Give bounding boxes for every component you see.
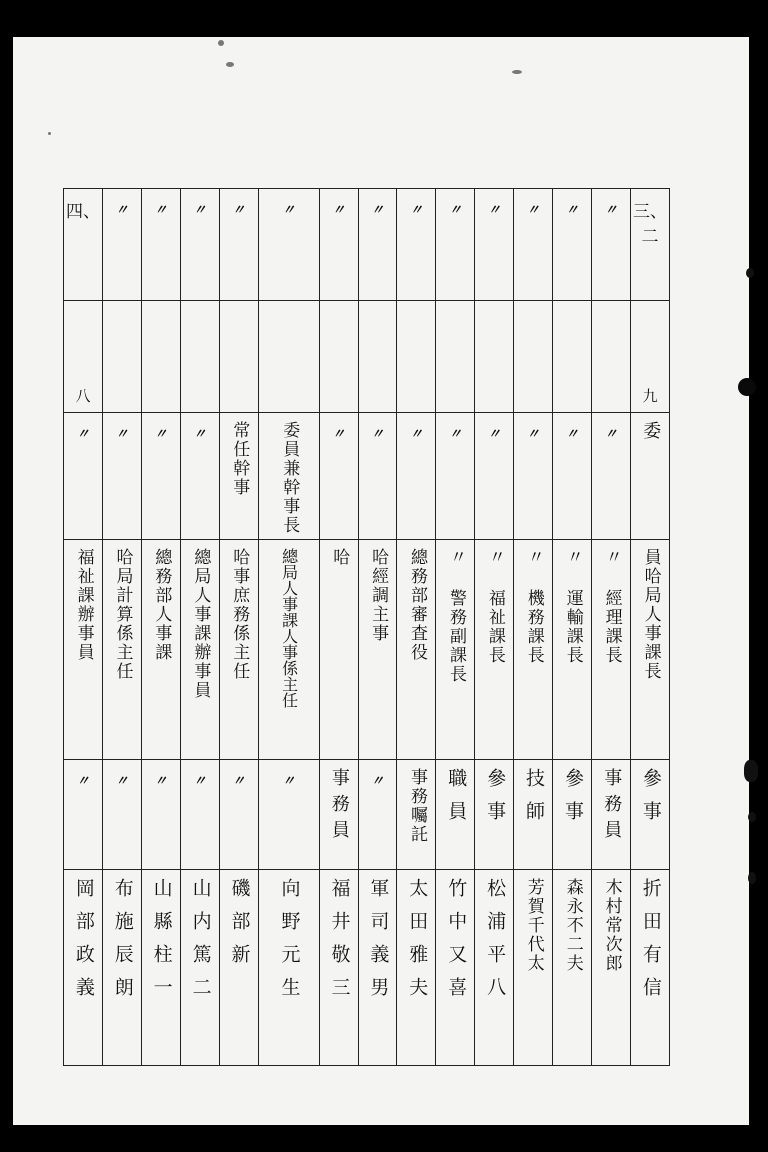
cell-page-bottom-6 [436, 301, 475, 413]
cell-grade-3: 參事 [553, 760, 592, 870]
cell-grade-8: 〃 [358, 760, 397, 870]
cell-role-1: 委 [630, 413, 669, 540]
binding-hole-mark [738, 378, 756, 396]
cell-post-7: 總務部審査役 [397, 540, 436, 760]
cell-role-2: 〃 [592, 413, 631, 540]
cell-page-top-11: 〃 [219, 189, 258, 301]
cell-grade-2: 事務員 [592, 760, 631, 870]
scan-speck [744, 760, 758, 782]
scan-speck [218, 40, 224, 46]
cell-post-9: 哈 [319, 540, 358, 760]
cell-page-top-6: 〃 [436, 189, 475, 301]
cell-post-4: 〃 機務課長 [514, 540, 553, 760]
scan-speck [746, 268, 754, 278]
cell-page-top-15: 四、 [64, 189, 103, 301]
cell-page-top-3: 〃 [553, 189, 592, 301]
cell-role-10: 委員兼幹事長 [258, 413, 319, 540]
cell-role-11: 常任幹事 [219, 413, 258, 540]
cell-grade-15: 〃 [64, 760, 103, 870]
cell-page-top-14: 〃 [102, 189, 141, 301]
cell-page-top-9: 〃 [319, 189, 358, 301]
cell-name-9: 福井敬三 [319, 870, 358, 1066]
cell-page-bottom-5 [475, 301, 514, 413]
cell-role-6: 〃 [436, 413, 475, 540]
cell-name-13: 山縣柱一 [141, 870, 180, 1066]
cell-name-5: 松浦平八 [475, 870, 514, 1066]
cell-role-5: 〃 [475, 413, 514, 540]
cell-page-top-12: 〃 [180, 189, 219, 301]
cell-post-2: 〃 經理課長 [592, 540, 631, 760]
cell-role-8: 〃 [358, 413, 397, 540]
cell-page-top-4: 〃 [514, 189, 553, 301]
cell-grade-13: 〃 [141, 760, 180, 870]
cell-page-bottom-11 [219, 301, 258, 413]
cell-post-3: 〃 運輸課長 [553, 540, 592, 760]
cell-post-10: 總局人事課人事係主任 [258, 540, 319, 760]
cell-page-top-8: 〃 [358, 189, 397, 301]
cell-grade-6: 職員 [436, 760, 475, 870]
cell-post-14: 哈局計算係主任 [102, 540, 141, 760]
cell-name-14: 布施辰朗 [102, 870, 141, 1066]
personnel-table [63, 188, 670, 1066]
cell-grade-7: 事務囑託 [397, 760, 436, 870]
cell-page-bottom-8 [358, 301, 397, 413]
cell-grade-14: 〃 [102, 760, 141, 870]
scan-speck [748, 872, 756, 884]
cell-name-8: 軍司義男 [358, 870, 397, 1066]
cell-post-5: 〃 福祉課長 [475, 540, 514, 760]
cell-post-8: 哈經調主事 [358, 540, 397, 760]
cell-name-15: 岡部政義 [64, 870, 103, 1066]
cell-role-13: 〃 [141, 413, 180, 540]
cell-name-4: 芳賀千代太 [514, 870, 553, 1066]
scan-speck [748, 812, 756, 822]
cell-name-12: 山内篤二 [180, 870, 219, 1066]
cell-page-bottom-1: 九 [630, 301, 669, 413]
cell-role-4: 〃 [514, 413, 553, 540]
cell-page-bottom-10 [258, 301, 319, 413]
cell-post-12: 總局人事課辦事員 [180, 540, 219, 760]
cell-name-11: 磯部新 [219, 870, 258, 1066]
cell-post-6: 〃 警務副課長 [436, 540, 475, 760]
cell-post-11: 哈事庶務係主任 [219, 540, 258, 760]
cell-page-bottom-12 [180, 301, 219, 413]
cell-name-3: 森永不二夫 [553, 870, 592, 1066]
cell-name-7: 太田雅夫 [397, 870, 436, 1066]
cell-page-bottom-7 [397, 301, 436, 413]
cell-grade-1: 參事 [630, 760, 669, 870]
cell-name-10: 向野元生 [258, 870, 319, 1066]
scan-speck [512, 70, 522, 74]
cell-role-3: 〃 [553, 413, 592, 540]
cell-name-6: 竹中又喜 [436, 870, 475, 1066]
cell-grade-10: 〃 [258, 760, 319, 870]
cell-role-15: 〃 [64, 413, 103, 540]
cell-page-top-2: 〃 [592, 189, 631, 301]
cell-post-1: 員哈局人事課長 [630, 540, 669, 760]
cell-grade-12: 〃 [180, 760, 219, 870]
cell-page-bottom-13 [141, 301, 180, 413]
cell-page-top-10: 〃 [258, 189, 319, 301]
cell-page-top-7: 〃 [397, 189, 436, 301]
cell-grade-4: 技師 [514, 760, 553, 870]
cell-grade-11: 〃 [219, 760, 258, 870]
cell-name-1: 折田有信 [630, 870, 669, 1066]
cell-role-9: 〃 [319, 413, 358, 540]
cell-page-bottom-9 [319, 301, 358, 413]
cell-role-12: 〃 [180, 413, 219, 540]
cell-grade-9: 事務員 [319, 760, 358, 870]
scan-speck [48, 132, 51, 135]
cell-name-2: 木村常次郎 [592, 870, 631, 1066]
cell-grade-5: 參事 [475, 760, 514, 870]
cell-page-bottom-14 [102, 301, 141, 413]
cell-page-top-1: 三、二 [630, 189, 669, 301]
cell-page-bottom-15: 八 [64, 301, 103, 413]
cell-page-bottom-2 [592, 301, 631, 413]
cell-post-13: 總務部人事課 [141, 540, 180, 760]
cell-page-bottom-3 [553, 301, 592, 413]
cell-page-bottom-4 [514, 301, 553, 413]
cell-role-7: 〃 [397, 413, 436, 540]
scan-speck [226, 62, 234, 67]
cell-page-top-13: 〃 [141, 189, 180, 301]
cell-page-top-5: 〃 [475, 189, 514, 301]
cell-post-15: 福祉課辦事員 [64, 540, 103, 760]
cell-role-14: 〃 [102, 413, 141, 540]
